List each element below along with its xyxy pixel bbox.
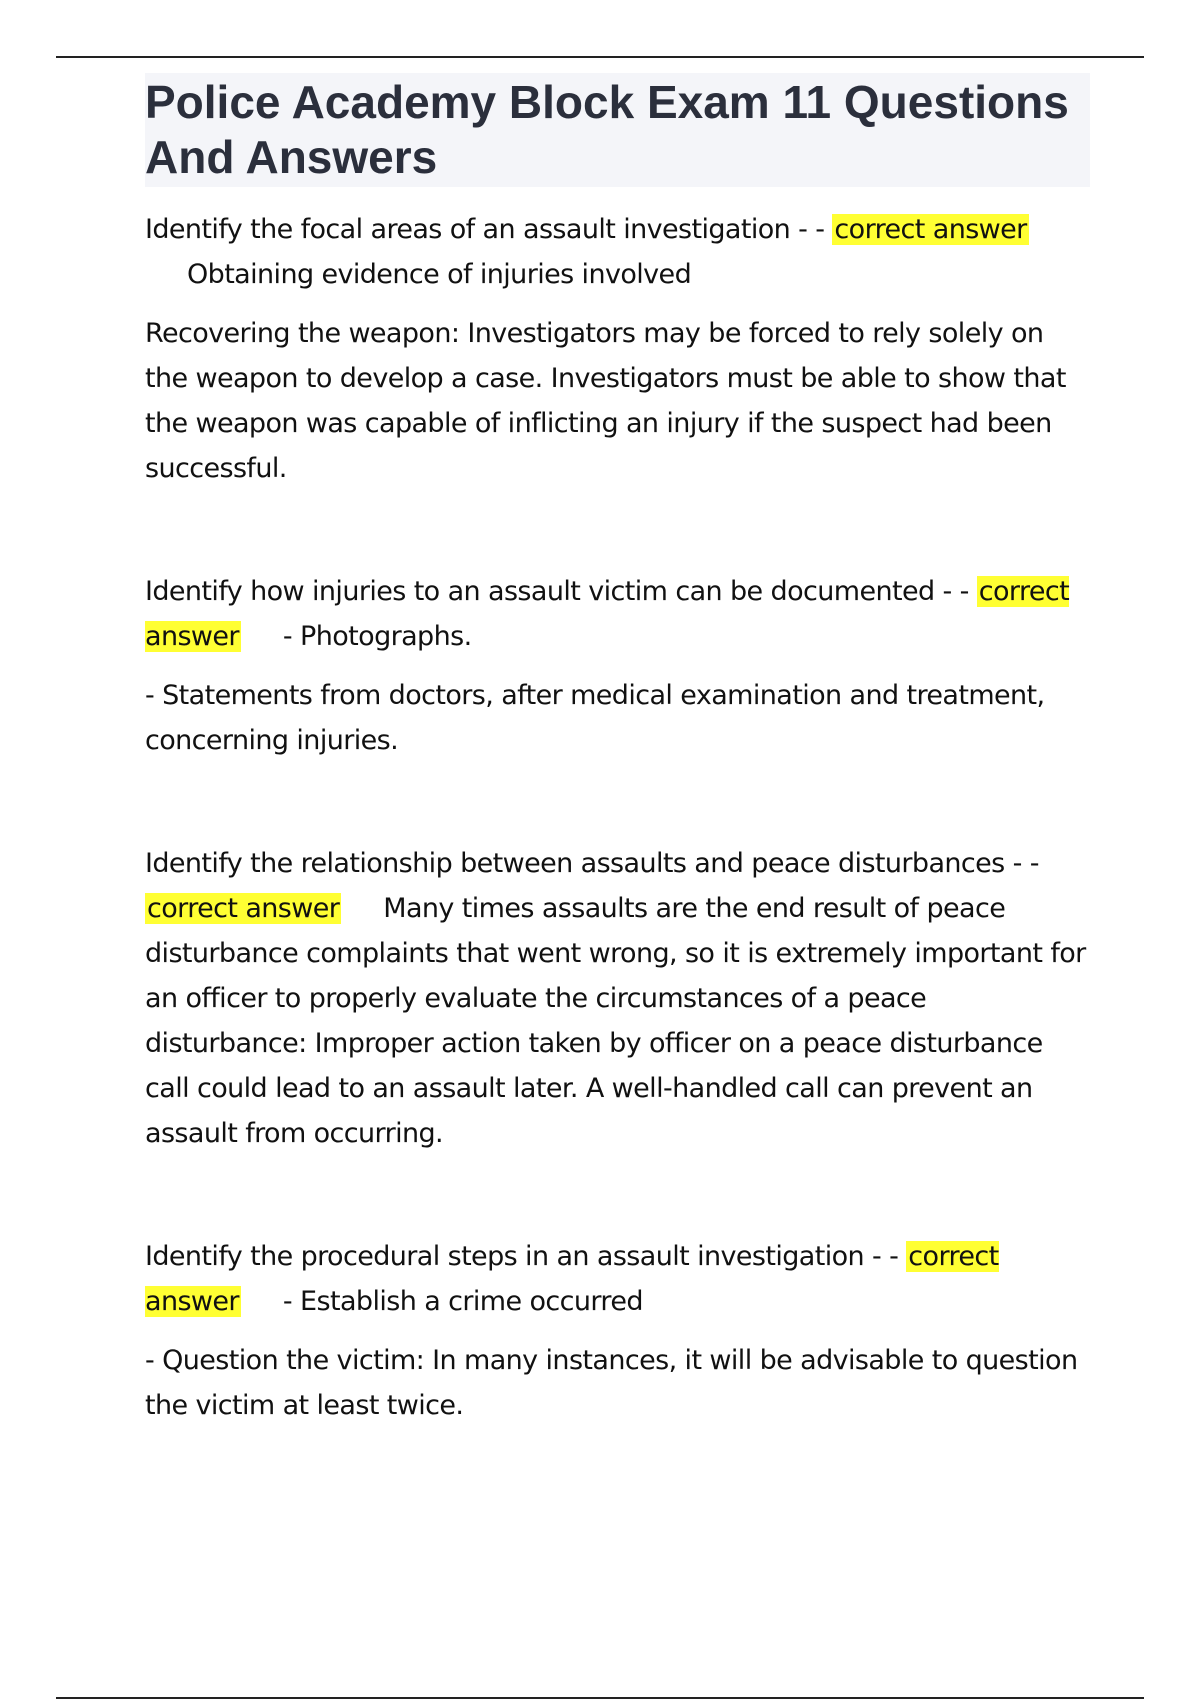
qa-2-question-line bbox=[145, 569, 1090, 659]
qa-1-question: Identify the focal areas of an assault investigation - - bbox=[145, 214, 825, 245]
top-rule bbox=[56, 56, 1144, 58]
qa-4-question: Identify the procedural steps in an assault investigation - - bbox=[145, 1241, 899, 1272]
qa-item-2 bbox=[145, 569, 1090, 763]
qa-2-answer-first: - Photographs. bbox=[282, 621, 472, 652]
qa-3-question: Identify the relationship between assaults and peace disturbances - - bbox=[145, 848, 1039, 879]
document-body bbox=[145, 73, 1090, 1428]
page-title: Police Academy Block Exam 11 Questions And Answers bbox=[145, 76, 1069, 183]
qa-4-question-line bbox=[145, 1234, 1090, 1324]
spacer bbox=[145, 1156, 1090, 1234]
qa-item-4 bbox=[145, 1234, 1090, 1428]
qa-4-answer-label: correct answer bbox=[145, 1241, 999, 1317]
qa-3-question-line bbox=[145, 841, 1090, 1156]
qa-4-answer-first: - Establish a crime occurred bbox=[282, 1286, 643, 1317]
qa-1-answer-label: correct answer bbox=[834, 214, 1027, 245]
qa-4-answer-more: - Question the victim: In many instances, it will be advisable to question the victim at least twice. bbox=[145, 1345, 1078, 1421]
qa-2-answer-more: - Statements from doctors, after medical examination and treatment, concerning injuries. bbox=[145, 680, 1045, 756]
qa-item-3 bbox=[145, 841, 1090, 1156]
qa-1-answer-more: Recovering the weapon: Investigators may be forced to rely solely on the weapon to develop a case. Investigators must be able to show that the weapon was capable of inflicting an injury if the suspect had been successful. bbox=[145, 318, 1066, 484]
spacer bbox=[145, 763, 1090, 841]
qa-3-answer-first: Many times assaults are the end result of peace disturbance complaints that went wrong, so it is extremely important for an officer to properly evaluate the circumstances of a peace disturbance: Improper action taken by officer on a peace disturbance call could lead to an assault later. A well-handled call can prevent an assault from occurring. bbox=[145, 893, 1086, 1149]
bottom-rule bbox=[56, 1697, 1144, 1699]
qa-2-question: Identify how injuries to an assault victim can be documented - - bbox=[145, 576, 969, 607]
qa-1-question-line bbox=[145, 207, 1090, 297]
qa-2-answer-label: correct answer bbox=[145, 576, 1070, 652]
title-box bbox=[145, 73, 1090, 187]
qa-3-answer-label: correct answer bbox=[147, 893, 340, 924]
qa-1-answer-first: Obtaining evidence of injuries involved bbox=[187, 259, 692, 290]
spacer bbox=[145, 491, 1090, 569]
qa-item-1 bbox=[145, 207, 1090, 491]
